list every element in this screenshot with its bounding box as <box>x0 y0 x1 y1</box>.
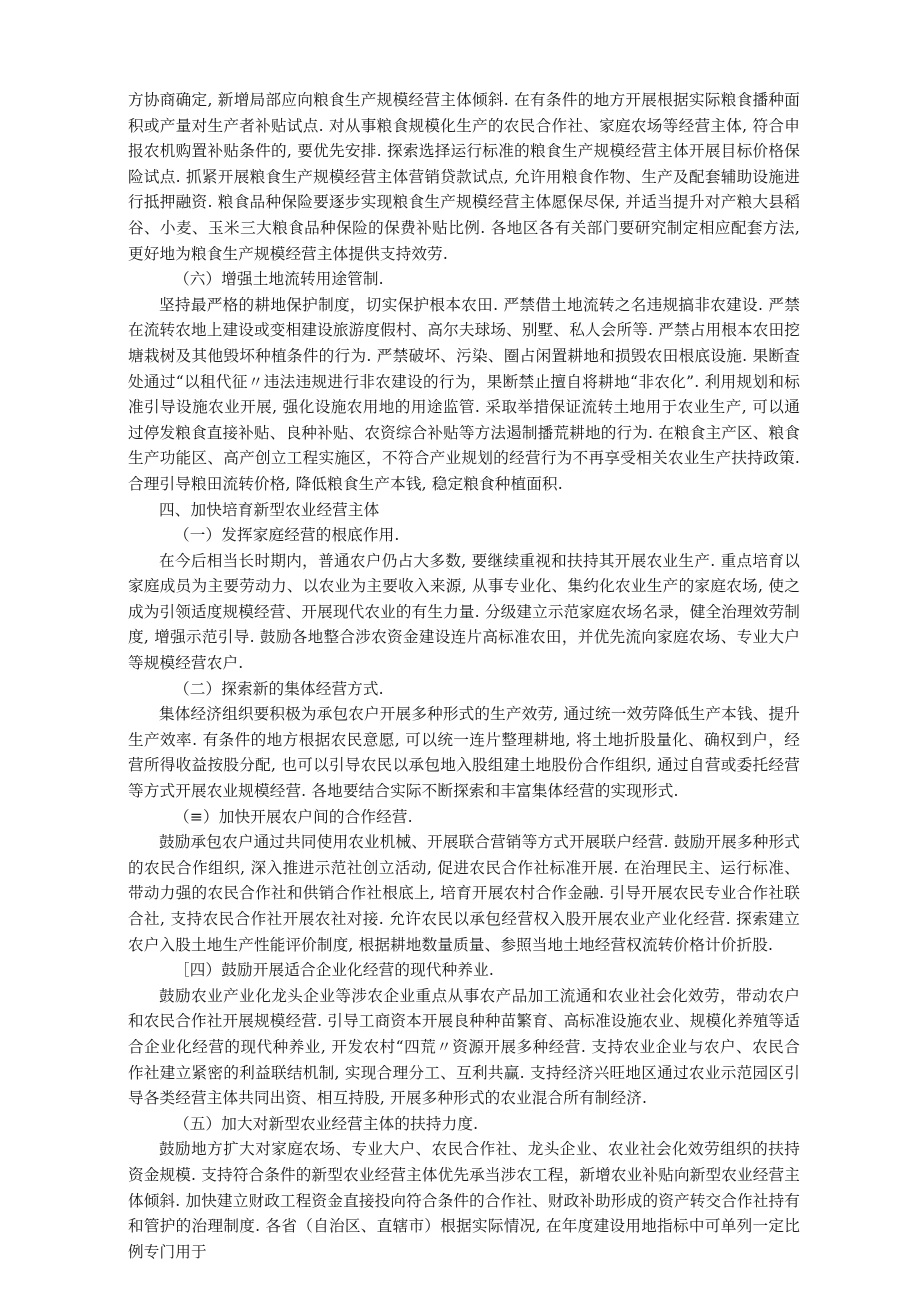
subheading-cooperative-operation: （≡）加快开展农户间的合作经营. <box>174 807 413 826</box>
section-heading-new-entities: 四、加快培育新型农业经营主体 <box>159 500 380 519</box>
paragraph-agribusiness: 鼓励农业产业化龙头企业等涉农企业重点从事农产品加工流通和农业社会化效劳，带动农户和农民合作社开展规模经营. 引导工商资本开展良种种苗繁育、高标准设施农业、规模化养殖等适合企业化经营的现代种养业, 开发农村“四荒〃资源开展多种经营. 支持农业企业与农户、农民合作社建立紧密的利益联结机制, 实现合理分工、互利共赢. 支持经济兴旺地区通过农业示范园区引导各类经营主体共同出资、相互持股, 开展多种形式的农业混合所有制经济. <box>128 986 800 1108</box>
paragraph-collective-economy: 集体经济组织要积极为承包农户开展多种形式的生产效劳, 通过统一效劳降低生产本钱、提升生产效率. 有条件的地方根据农民意愿, 可以统一连片整理耕地, 将土地折股量化、确权到户，经营所得收益按股分配, 也可以引导农民以承包地入股组建土地股份合作组织, 通过自营或委托经营等方式开展农业规模经营. 各地要结合实际不断探索和丰富集体经营的实现形式. <box>128 705 800 801</box>
document-page <box>128 88 800 1265</box>
subheading-collective-operation: （二）探索新的集体经营方式. <box>174 679 384 698</box>
subheading-enterprise-farming: ［四）鼓励开展适合企业化经营的现代种养业. <box>174 961 494 980</box>
subheading-land-use-control: （六）增强土地流转用途管制. <box>174 270 384 289</box>
subheading-support-increase: （五）加大对新型农业经营主体的扶持力度. <box>174 1114 479 1133</box>
paragraph-family-farms: 在今后相当长时期内，普通农户仍占大多数, 要继续重视和扶持其开展农业生产. 重点培育以家庭成员为主要劳动力、以农业为主要收入来源, 从事专业化、集约化农业生产的家庭农场, 使之成为引领适度规模经营、开展现代农业的有生力量. 分级建立示范家庭农场名录，健全治理效劳制度, 增强示范引导. 鼓励各地整合涉农资金建设连片高标准农田，并优先流向家庭农场、专业大户等规模经营农户. <box>128 551 800 673</box>
paragraph-cooperatives: 鼓励承包农户通过共同使用农业机械、开展联合营销等方式开展联户经营. 鼓励开展多种形式的农民合作组织, 深入推进示范社创立活动, 促进农民合作社标准开展. 在治理民主、运行标准、带动力强的农民合作社和供销合作社根底上, 培育开展农村合作金融. 引导开展农民专业合作社联合社, 支持农民合作社开展农社对接. 允许农民以承包经营权入股开展农业产业化经营. 探索建立农户入股土地生产性能评价制度, 根据耕地数量质量、参照当地土地经营权流转价格计价折股. <box>128 833 800 954</box>
paragraph-farmland-protection: 坚持最严格的耕地保护制度，切实保护根本农田. 严禁借土地流转之名违规搞非农建设. 严禁在流转农地上建设或变相建设旅游度假村、高尔夫球场、别墅、私人会所等. 严禁占用根本农田挖塘栽树及其他毁坏种植条件的行为. 严禁破坏、污染、圈占闲置耕地和损毁农田根底设施. 果断查处通过“以租代征〃违法违规进行非农建设的行为，果断禁止擅自将耕地“非农化”. 利用规划和标准引导设施农业开展, 强化设施农用地的用途监管. 采取举措保证流转土地用于农业生产, 可以通过停发粮食直接补贴、良种补贴、农资综合补贴等方法遏制播荒耕地的行为. 在粮食主产区、粮食生产功能区、高产创立工程实施区，不符合产业规划的经营行为不再享受相关农业生产扶持政策. 合理引导粮田流转价格, 降低粮食生产本钱, 稳定粮食种植面积. <box>128 295 800 493</box>
paragraph-grain-subsidy-continued: 方协商确定, 新增局部应向粮食生产规模经营主体倾斜. 在有条件的地方开展根据实际粮食播种面积或产量对生产者补贴试点. 对从事粮食规模化生产的农民合作社、家庭农场等经营主体, 符合申报农机购置补贴条件的, 要优先安排. 探索选择运行标准的粮食生产规模经营主体开展目标价格保险试点. 抓紧开展粮食生产规模经营主体营销贷款试点, 允许用粮食作物、生产及配套辅助设施进行抵押融资. 粮食品种保险要逐步实现粮食生产规模经营主体愿保尽保, 并适当提升对产粮大县稻谷、小麦、玉米三大粮食品种保险的保费补贴比例. 各地区各有关部门要研究制定相应配套方法, 更好地为粮食生产规模经营主体提供支持效劳. <box>128 91 800 263</box>
paragraph-support-funds: 鼓励地方扩大对家庭农场、专业大户、农民合作社、龙头企业、农业社会化效劳组织的扶持资金规模. 支持符合条件的新型农业经营主体优先承当涉农工程，新增农业补贴向新型农业经营主体倾斜. 加快建立财政工程资金直接投向符合条件的合作社、财政补助形成的资产转交合作社持有和管护的治理制度. 各省（自治区、直辖市）根据实际情况, 在年度建设用地指标中可单列一定比例专门用于 <box>128 1140 800 1261</box>
subheading-family-operation: （一）发挥家庭经营的根底作用. <box>174 526 400 545</box>
